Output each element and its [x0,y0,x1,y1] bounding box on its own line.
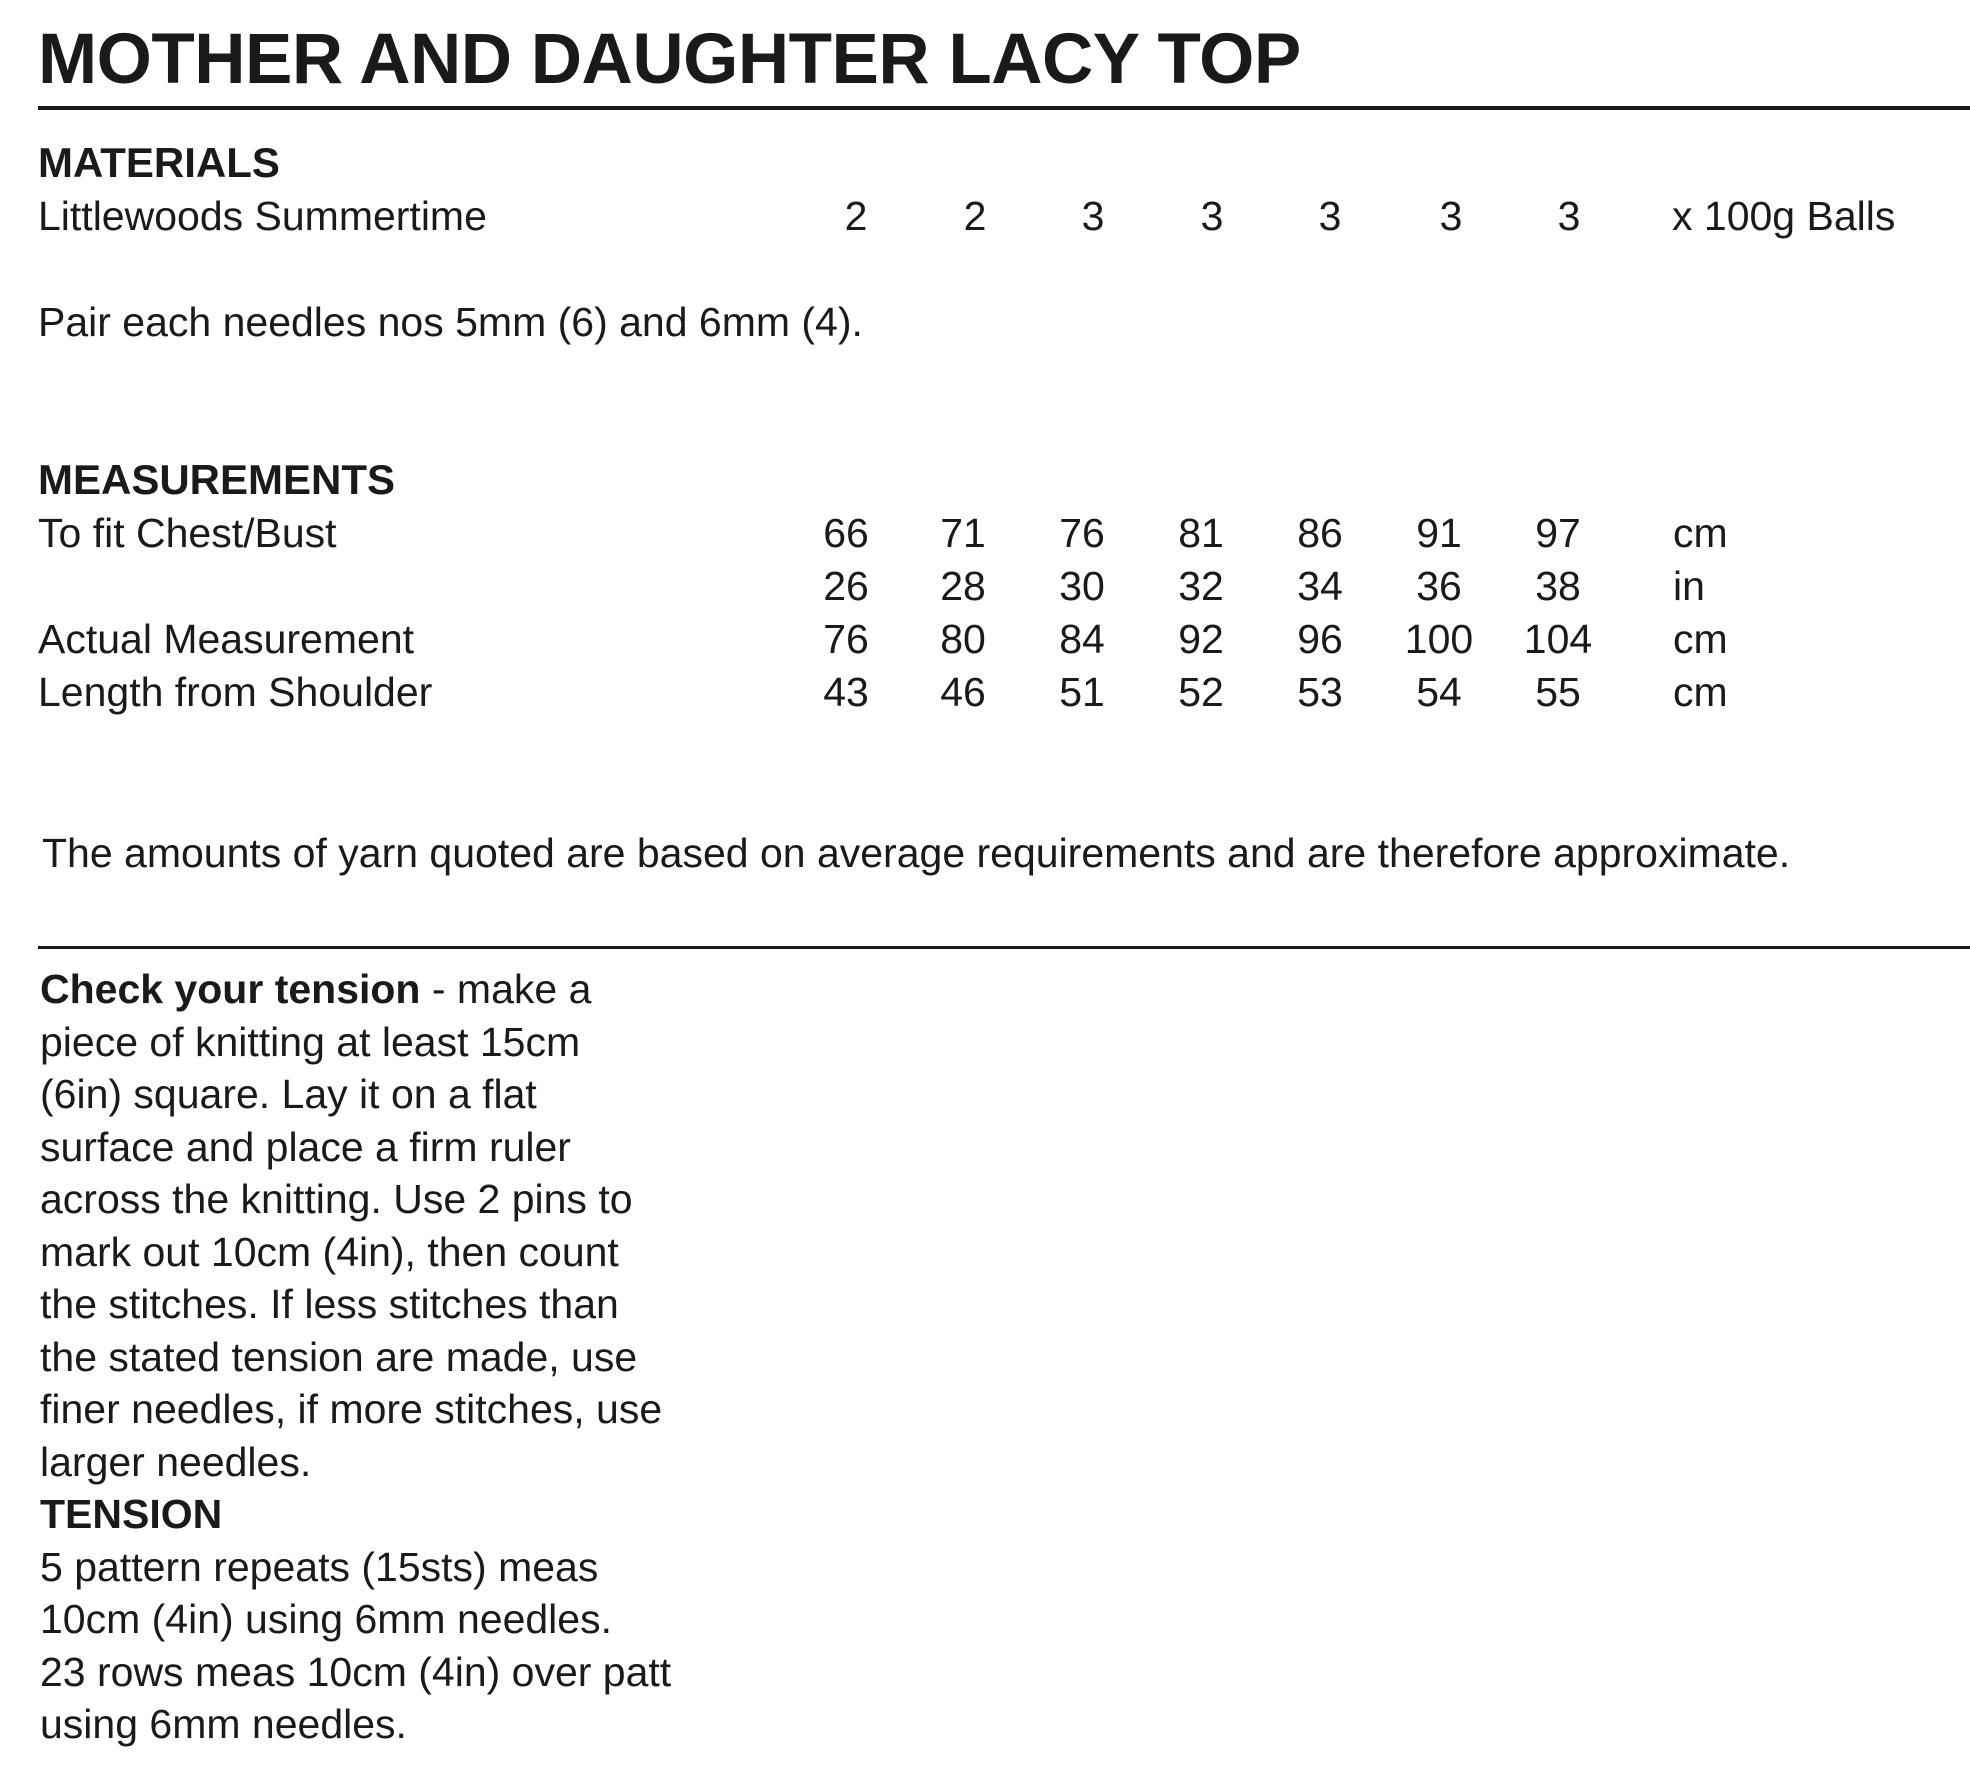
check-tension-line: the stated tension are made, use [40,1333,638,1380]
yarn-note: The amounts of yarn quoted are based on average requirements and are therefore approximate. [42,830,1791,876]
measurement-value: 91 [1416,510,1462,556]
measurement-label: Length from Shoulder [38,669,433,715]
yarn-label: Littlewoods Summertime [38,193,487,239]
tension-line: 5 pattern repeats (15sts) meas [40,1543,599,1590]
tension-line: 23 rows meas 10cm (4in) over patt [40,1648,672,1695]
measurement-value: 46 [940,669,986,715]
tension-line: using 6mm needles. [40,1701,407,1747]
needles-text: Pair each needles nos 5mm (6) and 6mm (4). [38,299,863,345]
measurement-value: 76 [823,616,869,662]
yarn-qty: 3 [1200,193,1224,239]
measurement-unit: cm [1673,616,1728,662]
measurement-value: 66 [823,510,869,556]
measurement-unit: cm [1673,669,1728,715]
measurement-value: 26 [823,563,869,609]
check-tension-first-line [40,963,760,1016]
measurement-value: 84 [1059,616,1105,662]
check-tension-line: the stitches. If less stitches than [40,1281,619,1327]
measurements-heading: MEASUREMENTS [38,456,396,503]
measurement-value: 30 [1059,563,1105,609]
yarn-qty: 3 [1318,193,1342,239]
section-divider [38,946,1970,949]
measurement-value: 71 [940,510,986,556]
measurement-value: 54 [1416,669,1462,715]
measurement-value: 32 [1178,563,1224,609]
check-tension-line: finer needles, if more stitches, use [40,1386,663,1432]
materials-heading: MATERIALS [38,139,280,186]
measurement-value: 76 [1059,510,1105,556]
check-tension-line: mark out 10cm (4in), then count [40,1228,619,1275]
tension-instructions [40,963,760,1751]
measurement-value: 97 [1535,510,1581,556]
measurement-value: 51 [1059,669,1105,715]
measurement-value: 55 [1535,669,1581,715]
yarn-unit: x 100g Balls [1672,193,1896,239]
measurement-value: 28 [940,563,986,609]
measurement-value: 34 [1297,563,1343,609]
yarn-qty: 2 [844,193,868,239]
measurement-unit: in [1673,563,1705,609]
measurement-value: 86 [1297,510,1343,556]
check-tension-line: piece of knitting at least 15cm [40,1018,581,1065]
tension-heading: TENSION [40,1491,223,1537]
title-divider [38,106,1970,110]
measurement-value: 53 [1297,669,1343,715]
yarn-qty: 2 [963,193,987,239]
measurement-value: 43 [823,669,869,715]
check-tension-heading: Check your tension [40,966,421,1012]
measurement-value: 36 [1416,563,1462,609]
check-tension-line: (6in) square. Lay it on a flat [40,1071,537,1117]
measurement-value: 80 [940,616,986,662]
measurement-unit: cm [1673,510,1728,556]
measurement-label: To fit Chest/Bust [38,510,337,556]
check-tension-line: larger needles. [40,1438,312,1485]
measurement-value: 81 [1178,510,1224,556]
check-tension-line: surface and place a firm ruler [40,1123,571,1170]
measurement-value: 38 [1535,563,1581,609]
measurement-value: 104 [1523,616,1593,662]
check-tension-line: - make a [420,966,592,1012]
measurement-value: 92 [1178,616,1224,662]
tension-line: 10cm (4in) using 6mm needles. [40,1596,612,1642]
yarn-qty: 3 [1439,193,1463,239]
measurement-label: Actual Measurement [38,616,415,662]
measurement-value: 96 [1297,616,1343,662]
yarn-qty: 3 [1557,193,1581,239]
measurement-value: 100 [1404,616,1474,662]
yarn-qty: 3 [1081,193,1105,239]
measurement-value: 52 [1178,669,1224,715]
pattern-title: MOTHER AND DAUGHTER LACY TOP [38,20,1301,99]
check-tension-line: across the knitting. Use 2 pins to [40,1176,633,1222]
